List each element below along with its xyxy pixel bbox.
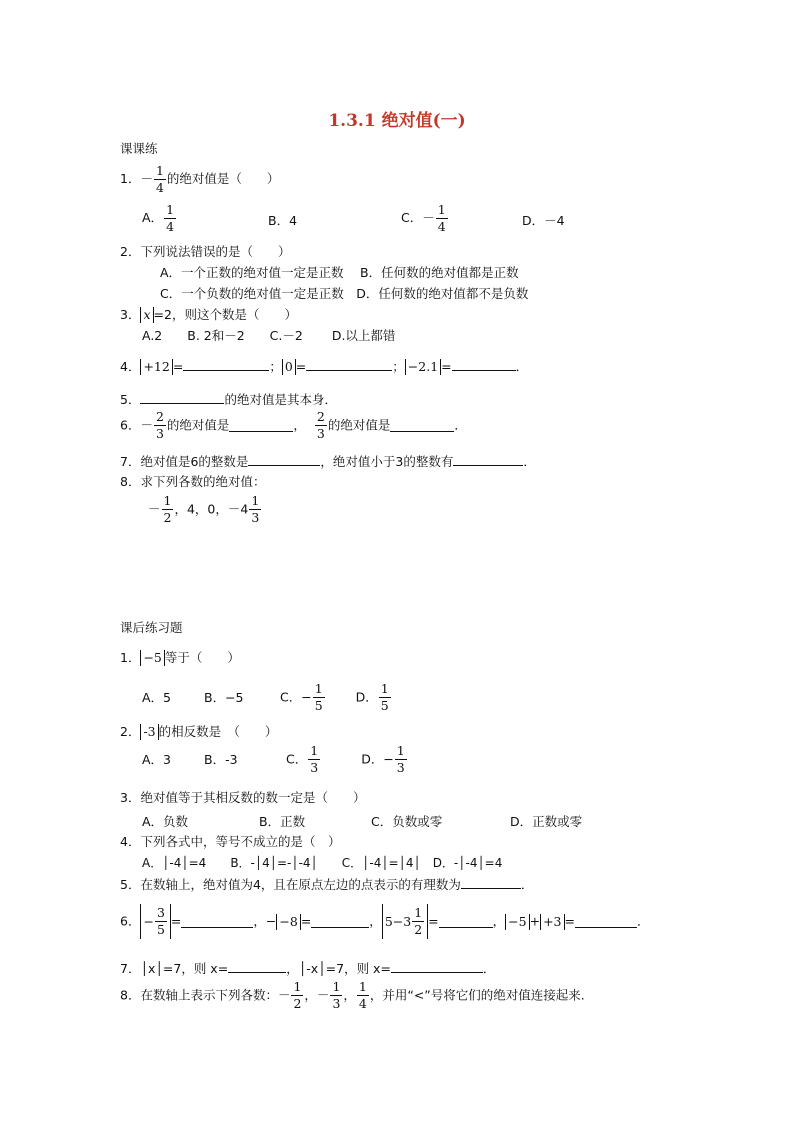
s1-q1-option-d: D．－4 xyxy=(522,213,565,228)
answer-blank[interactable] xyxy=(140,391,224,404)
s1-q6: 6．－ $\frac{2}{3}$ 的绝对值是 ， $\frac{2}{3}$ 的绝对值是 ． xyxy=(120,409,467,441)
fraction: $\frac{1}{2}$ xyxy=(163,493,172,525)
s2-q3-options: A．负数 B．正数 C．负数或零 D．正数或零 xyxy=(142,814,583,829)
s1-q2-options-row2: C．一个负数的绝对值一定是正数 D．任何数的绝对值都不是负数 xyxy=(160,286,529,301)
answer-blank[interactable] xyxy=(306,358,392,371)
fraction: $\frac{1}{3}$ xyxy=(332,979,341,1011)
s2-q7: 7．│x│=7，则 x= ，│-x│=7，则 x= ． xyxy=(120,961,496,976)
fraction: $\frac{1}{3}$ xyxy=(396,743,405,775)
s1-q4: 4． +12 = ； 0 = ； −2.1 = ． xyxy=(120,359,529,374)
fraction: $\frac{2}{3}$ xyxy=(155,409,164,441)
answer-blank[interactable] xyxy=(183,358,269,371)
s1-q5: 5． 的绝对值是其本身． xyxy=(120,392,337,407)
fraction: $\frac{1}{4}$ xyxy=(358,979,367,1011)
answer-blank[interactable] xyxy=(391,960,483,973)
s2-q3-stem: 3．绝对值等于其相反数的数一定是（ ） xyxy=(120,790,366,805)
absolute-value: 5−3 $\frac{1}{2}$ xyxy=(382,904,428,939)
s2-q2-options: A．3 B．-3 C． $\frac{1}{3}$ D．− $\frac{1}{3}$ xyxy=(142,743,405,775)
answer-blank[interactable] xyxy=(452,358,516,371)
answer-blank[interactable] xyxy=(390,419,454,432)
s2-q2: 2． -3 的相反数是 （ ） xyxy=(120,724,278,739)
s2-q8: 8．在数轴上表示下列各数：－ $\frac{1}{2}$ ，－ $\frac{1}{3}$ ， $\frac{1}{4}$ ，并用“<”号将它们的绝对值连接起来. xyxy=(120,979,585,1011)
s2-q5: 5．在数轴上，绝对值为4，且在原点左边的点表示的有理数为 ． xyxy=(120,877,534,892)
absolute-value: −5 xyxy=(140,650,164,666)
s1-q1-option-a: A． $\frac{1}{4}$ xyxy=(142,202,175,234)
s1-q1: 1．－ $\frac{1}{4}$ 的绝对值是（ ） xyxy=(120,163,280,195)
s1-q8-numbers: － $\frac{1}{2}$ ，4，0，－4 $\frac{1}{3}$ xyxy=(148,493,260,525)
answer-blank[interactable] xyxy=(311,915,369,928)
s2-q6: 6． − $\frac{3}{5}$ = ，− −8 = ， 5−3 $\frac{1}{2}$ = ， −5 + +3 = ． xyxy=(120,905,650,937)
absolute-value: −8 xyxy=(276,914,300,930)
s2-q1: 1． −5 等于（ ） xyxy=(120,650,240,665)
answer-blank[interactable] xyxy=(228,960,286,973)
s2-q4-options: A．│-4│=4 B．-│4│=-│-4│ C．│-4│=│4│ D．-│-4│=4 xyxy=(142,856,503,870)
answer-blank[interactable] xyxy=(575,915,637,928)
absolute-value: −2.1 xyxy=(405,359,441,375)
fraction: $\frac{1}{3}$ xyxy=(310,743,319,775)
s1-q1-option-b: B．4 xyxy=(268,213,298,228)
fraction: $\frac{1}{5}$ xyxy=(380,681,389,713)
absolute-value: +12 xyxy=(140,359,172,375)
fraction: $\frac{1}{2}$ xyxy=(293,979,302,1011)
answer-blank[interactable] xyxy=(461,876,521,889)
absolute-value: -3 xyxy=(140,724,158,740)
s1-q2-stem: 2．下列说法错误的是（ ） xyxy=(120,244,291,259)
fraction: $\frac{1}{5}$ xyxy=(314,681,323,713)
fraction: $\frac{1}{4}$ xyxy=(166,202,175,234)
s1-q8-stem: 8．求下列各数的绝对值： xyxy=(120,474,266,489)
answer-blank[interactable] xyxy=(229,419,293,432)
absolute-value: +3 xyxy=(540,914,564,930)
s1-q1-option-c: C．－ $\frac{1}{4}$ xyxy=(401,202,446,234)
fraction: $\frac{1}{2}$ xyxy=(414,905,423,937)
absolute-value: 0 xyxy=(282,359,296,375)
absolute-value: −5 xyxy=(505,914,529,930)
s1-q7: 7．绝对值是6的整数是 ，绝对值小于3的整数有 ． xyxy=(120,454,536,469)
s1-q3: 3． x =2，则这个数是（ ） xyxy=(120,307,297,322)
answer-blank[interactable] xyxy=(181,915,253,928)
s2-q4-stem: 4．下列各式中，等号不成立的是（ ） xyxy=(120,834,341,849)
answer-blank[interactable] xyxy=(453,453,523,466)
fraction: $\frac{1}{4}$ xyxy=(155,163,164,195)
answer-blank[interactable] xyxy=(439,915,493,928)
answer-blank[interactable] xyxy=(248,453,320,466)
fraction: $\frac{1}{3}$ xyxy=(251,493,260,525)
section-heading-keke: 课课练 xyxy=(120,141,158,156)
absolute-value: x xyxy=(140,307,153,323)
fraction: $\frac{3}{5}$ xyxy=(156,905,165,937)
s1-q2-options-row1: A．一个正数的绝对值一定是正数 B．任何数的绝对值都是正数 xyxy=(160,265,519,280)
page-title: 1.3.1 绝对值(一) xyxy=(328,111,466,131)
absolute-value: − $\frac{3}{5}$ xyxy=(140,904,170,939)
fraction: $\frac{2}{3}$ xyxy=(316,409,325,441)
s2-q1-options: A．5 B．−5 C．− $\frac{1}{5}$ D． $\frac{1}{5}$ xyxy=(142,681,389,713)
s1-q3-options: A.2 B. 2和－2 C.－2 D.以上都错 xyxy=(142,328,396,343)
section-heading-homework: 课后练习题 xyxy=(120,620,183,635)
fraction: $\frac{1}{4}$ xyxy=(437,202,446,234)
